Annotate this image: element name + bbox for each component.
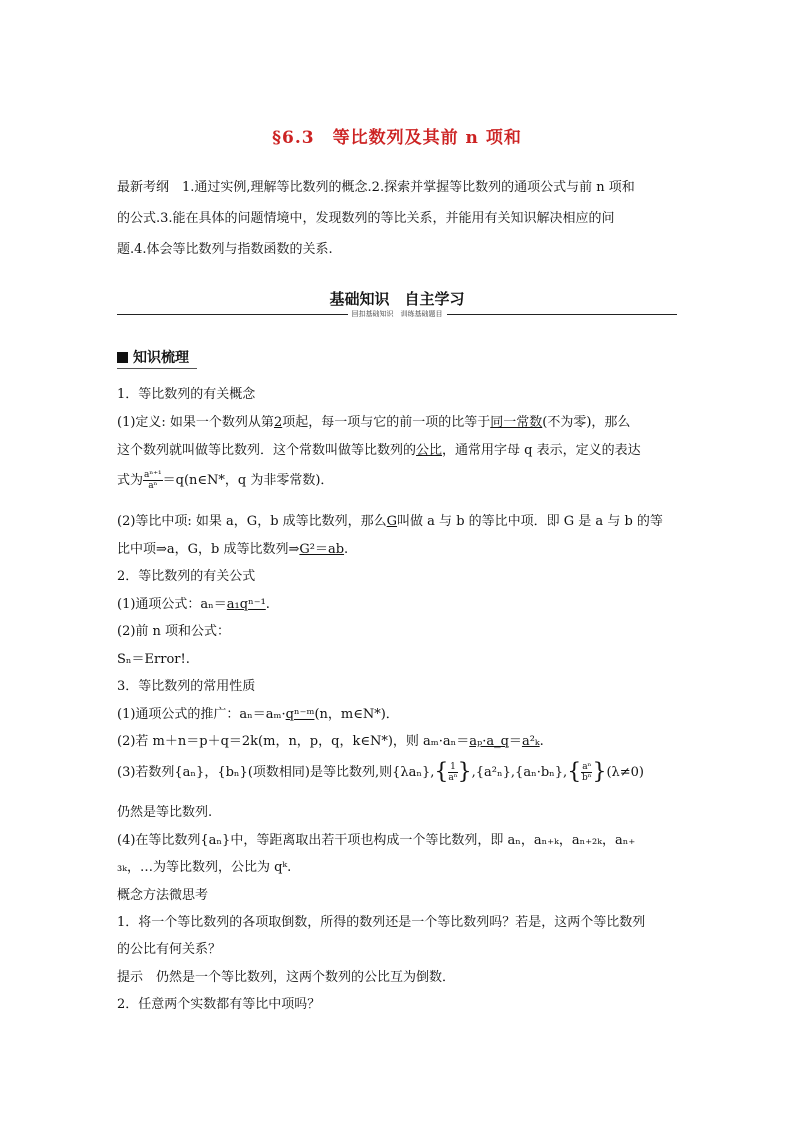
page-title: §6.3 等比数列及其前 n 项和	[272, 128, 522, 148]
question-1-line-1: 1．将一个等比数列的各项取倒数，所得的数列还是一个等比数列吗？若是，这两个等比数列	[117, 915, 646, 930]
badge-underline	[117, 368, 197, 369]
question-2: 2．任意两个实数都有等比中项吗？	[117, 997, 321, 1012]
section-heading: 基础知识 自主学习	[329, 290, 465, 308]
property-2: (2)若 m＋n＝p＋q＝2k(m，n，p，q，k∈N*)，则 aₘ·aₙ＝aₚ·a_q＝a²ₖ.	[117, 734, 544, 749]
property-4-line-1: (4)在等比数列{aₙ}中，等距离取出若干项也构成一个等比数列，即 aₙ，aₙ₊ₖ，aₙ₊₂ₖ，aₙ₊	[117, 833, 636, 848]
heading-1: 1．等比数列的有关概念	[117, 387, 256, 402]
section-subtitle: 回扣基础知识 训练基础题目	[0, 309, 794, 319]
knowledge-badge: 知识梳理	[117, 347, 189, 367]
heading-2: 2．等比数列的有关公式	[117, 569, 256, 584]
syllabus-line-2: 的公式.3.能在具体的问题情境中，发现数列的等比关系，并能用有关知识解决相应的问	[117, 211, 615, 226]
heading-3: 3．等比数列的常用性质	[117, 679, 256, 694]
syllabus-line-1: 最新考纲 1.通过实例,理解等比数列的概念.2.探索并掌握等比数列的通项公式与前 n 项和	[117, 180, 635, 195]
mean-line-1: (2)等比中项: 如果 a，G，b 成等比数列，那么G叫做 a 与 b 的等比中项．即 G 是 a 与 b 的等	[117, 514, 663, 529]
definition-line-2: 这个数列就叫做等比数列．这个常数叫做等比数列的公比，通常用字母 q 表示，定义的表达	[117, 443, 641, 458]
formula-sum: Sₙ＝Error!.	[117, 652, 190, 667]
definition-line-3: 式为 $\frac{\text{aⁿ⁺¹}}{\text{aⁿ}}$ ＝q(n∈N*，q 为非零常数)．	[117, 470, 334, 491]
thinking-heading: 概念方法微思考	[117, 888, 209, 903]
reciprocal-fraction: $\frac{1}{\text{aⁿ}}$	[448, 762, 458, 783]
syllabus-line-3: 题.4.体会等比数列与指数函数的关系.	[117, 242, 333, 257]
definition-line-1: (1)定义: 如果一个数列从第2项起，每一项与它的前一项的比等于同一常数(不为零)，那么	[117, 415, 631, 430]
question-1-line-2: 的公比有何关系？	[117, 942, 222, 957]
badge-square-icon	[117, 352, 128, 363]
mean-line-2: 比中项⇒a，G，b 成等比数列⇒G²＝ab.	[117, 542, 349, 557]
formula-general: (1)通项公式：aₙ＝a₁qⁿ⁻¹.	[117, 597, 270, 612]
quotient-fraction: $\frac{\text{aⁿ}}{\text{bⁿ}}$	[581, 762, 592, 783]
answer-1: 提示 仍然是一个等比数列，这两个数列的公比互为倒数．	[117, 970, 456, 985]
formula-sum-label: (2)前 n 项和公式：	[117, 624, 231, 639]
definition-fraction: $\frac{\text{aⁿ⁺¹}}{\text{aⁿ}}$	[144, 470, 162, 491]
property-3-cont: 仍然是等比数列.	[117, 805, 213, 820]
property-3: (3)若数列{aₙ}，{bₙ}(项数相同)是等比数列,则{λaₙ},{ $\frac{1}{\text{aⁿ}}$ },{a²ₙ},{aₙ·bₙ},{ $\frac{\text{aⁿ}}{\text{bⁿ}}$ }(λ≠0)	[117, 759, 644, 785]
property-4-line-2: ₃ₖ，…为等比数列，公比为 qᵏ.	[117, 860, 292, 875]
property-1: (1)通项公式的推广：aₙ＝aₘ·qⁿ⁻ᵐ(n，m∈N*)．	[117, 707, 399, 722]
